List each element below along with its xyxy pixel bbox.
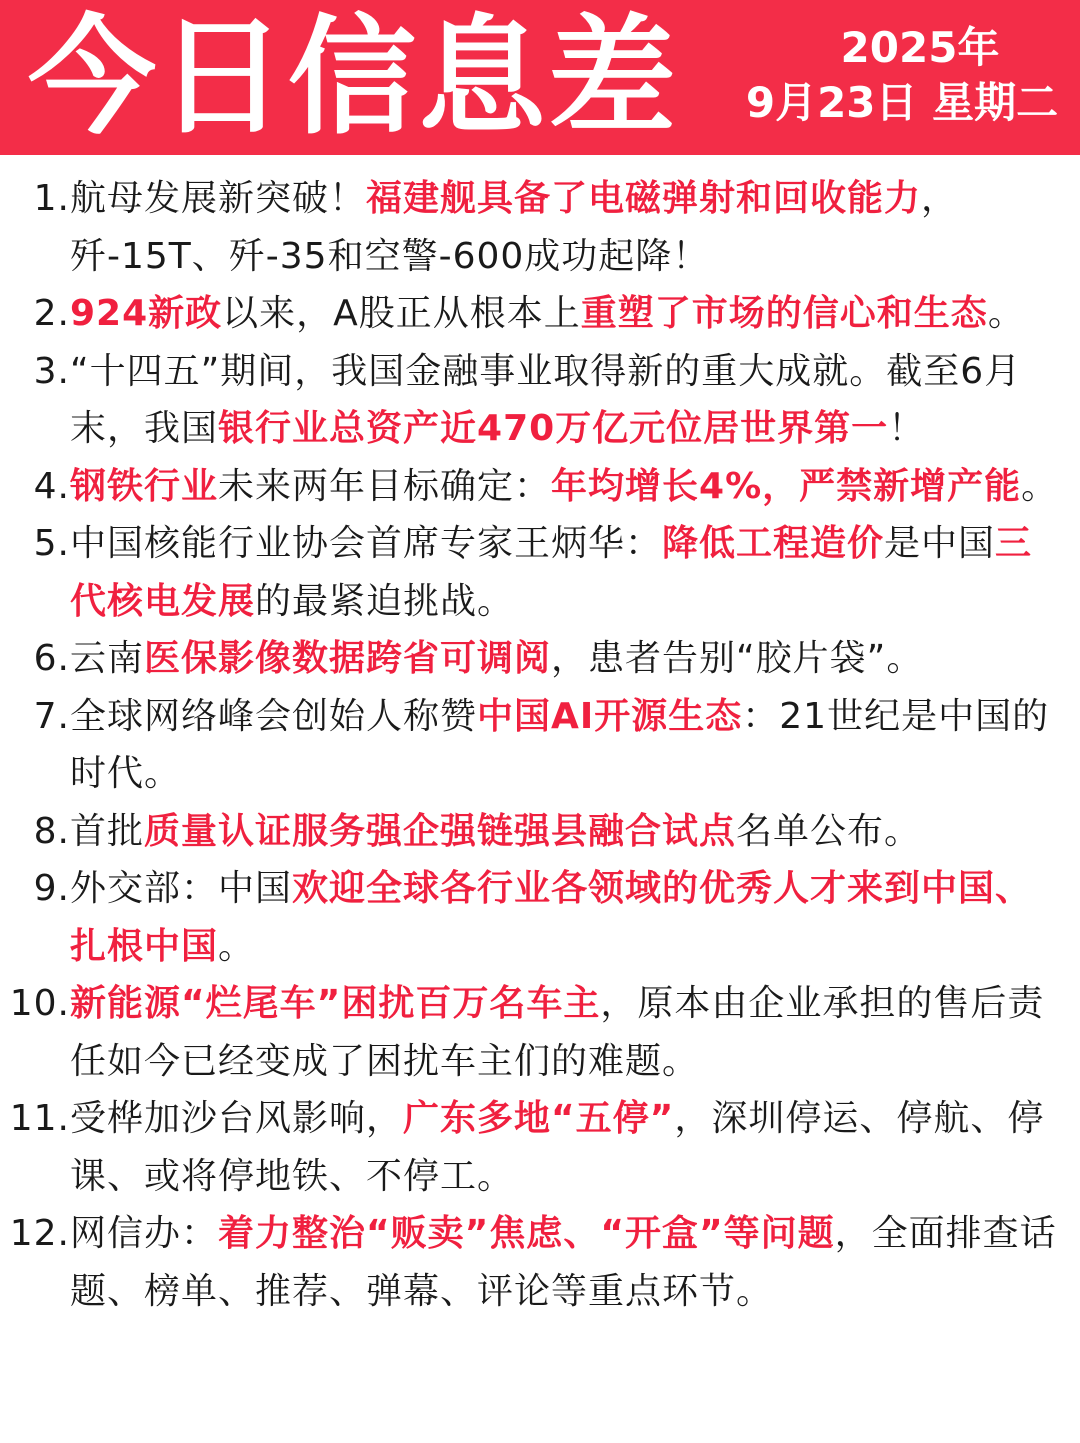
news-list	[0, 170, 1080, 1320]
news-text: ！	[888, 408, 926, 449]
news-item	[0, 630, 1080, 688]
news-text: 首批	[70, 810, 145, 852]
news-item-number: 11.	[9, 1098, 70, 1139]
news-item	[0, 688, 1080, 803]
news-item	[0, 515, 1080, 630]
news-text: 是中国	[884, 523, 996, 564]
news-item	[0, 1205, 1080, 1320]
highlight-text: 三代核电发展	[70, 523, 1033, 622]
news-text: 受桦加沙台风影响，	[70, 1098, 404, 1139]
news-text: ，歼-15T、歼-35和空警-600成功起降！	[70, 178, 959, 277]
news-item-number: 9.	[33, 868, 70, 909]
highlight-text: 欢迎全球各行业各领域的优秀人才来到中国、扎根中国	[70, 868, 1033, 967]
news-text: ，患者告别“胶片袋”。	[551, 638, 924, 679]
highlight-text: 银行业总资产近470万亿元位居世界第一	[218, 408, 889, 449]
news-item-number: 8.	[33, 810, 70, 852]
news-item-number: 3.	[33, 350, 70, 392]
highlight-text: 年均增长4%，严禁新增产能	[551, 465, 1022, 507]
news-item	[0, 803, 1080, 861]
news-text: 外交部：中国	[70, 868, 293, 909]
news-item-number: 7.	[33, 695, 70, 737]
news-text: 。	[218, 925, 256, 967]
highlight-text: 降低工程造价	[662, 523, 885, 564]
news-item-number: 10.	[9, 983, 70, 1024]
news-item	[0, 285, 1080, 343]
highlight-text: 福建舰具备了电磁弹射和回收能力	[366, 178, 922, 219]
news-item	[0, 170, 1080, 285]
news-item-number: 5.	[33, 523, 70, 564]
news-item-number: 2.	[33, 293, 70, 334]
page-title: 今日信息差	[28, 3, 679, 152]
news-text: 未来两年目标确定：	[218, 465, 552, 507]
highlight-text: 924新政	[70, 293, 223, 334]
highlight-text: 钢铁行业	[70, 465, 219, 507]
highlight-text: 着力整治“贩卖”焦虑、“开盒”等问题	[218, 1213, 835, 1254]
news-text: ，深圳停运、停航、停课、或将停地铁、不停工。	[70, 1098, 1045, 1197]
highlight-text: 医保影像数据跨省可调阅	[144, 638, 552, 679]
highlight-text: 新能源“烂尾车”困扰百万名车主	[70, 983, 601, 1024]
news-text: 以来，A股正从根本上	[222, 293, 581, 334]
news-text: “十四五”期间，我国金融事业取得新的重大成就。截至6月末，我国	[70, 350, 1022, 449]
news-item	[0, 458, 1080, 516]
news-text: 中国核能行业协会首席专家王炳华：	[70, 523, 663, 564]
news-text: 网信办：	[70, 1213, 219, 1254]
news-item-number: 12.	[9, 1213, 70, 1254]
news-text: ，全面排查话题、榜单、推荐、弹幕、评论等重点环节。	[70, 1213, 1057, 1312]
news-text: ：21世纪是中国的时代。	[70, 695, 1050, 794]
news-text: 。	[987, 293, 1025, 334]
news-item-number: 6.	[33, 638, 70, 679]
date-year: 2025年	[840, 23, 1000, 72]
highlight-text: 中国AI开源生态	[477, 695, 743, 737]
news-item	[0, 975, 1080, 1090]
news-text: 。	[1021, 465, 1059, 507]
date-day: 9月23日 星期二	[745, 78, 1059, 127]
highlight-text: 质量认证服务强企强链强县融合试点	[144, 810, 737, 852]
news-item-number: 4.	[33, 465, 70, 507]
date-block	[742, 22, 1062, 132]
news-text: ，原本由企业承担的售后责任如今已经变成了困扰车主们的难题。	[70, 983, 1045, 1082]
news-text: 云南	[70, 638, 145, 679]
news-text: 名单公布。	[736, 810, 922, 852]
header-banner	[0, 0, 1080, 155]
highlight-text: 广东多地“五停”	[403, 1098, 675, 1139]
news-text: 的最紧迫挑战。	[255, 580, 515, 622]
news-item	[0, 860, 1080, 975]
highlight-text: 重塑了市场的信心和生态	[580, 293, 988, 334]
news-text: 航母发展新突破！	[70, 178, 367, 219]
news-item-number: 1.	[33, 178, 70, 219]
news-item	[0, 343, 1080, 458]
news-item	[0, 1090, 1080, 1205]
news-text: 全球网络峰会创始人称赞	[70, 695, 478, 737]
